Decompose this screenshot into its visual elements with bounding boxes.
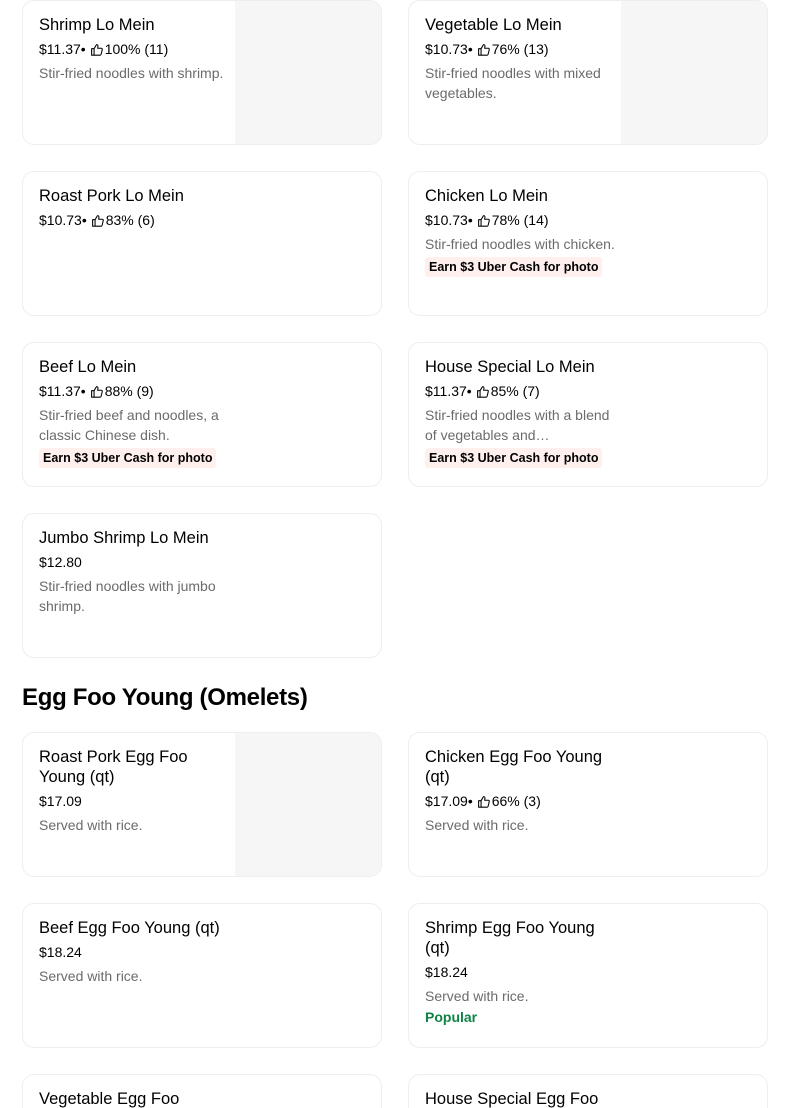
- item-meta: [425, 211, 615, 229]
- item-meta: [425, 792, 615, 810]
- item-description: Served with rice.: [425, 817, 529, 833]
- item-price: $18.24: [39, 944, 82, 960]
- menu-item-jumbo-shrimp-lo-mein[interactable]: [22, 513, 382, 658]
- uber-cash-badge: Earn $3 Uber Cash for photo: [39, 448, 216, 468]
- item-meta: [425, 963, 615, 981]
- item-price: $17.09: [39, 793, 82, 809]
- uber-cash-badge: Earn $3 Uber Cash for photo: [425, 448, 602, 468]
- item-name: Roast Pork Lo Mein: [39, 187, 184, 205]
- item-name: Shrimp Lo Mein: [39, 16, 155, 34]
- menu-item-chicken-egg-foo-young[interactable]: [408, 732, 768, 877]
- item-meta: [39, 382, 229, 400]
- item-name: Vegetable Lo Mein: [425, 16, 562, 34]
- menu-item-house-special-lo-mein[interactable]: [408, 342, 768, 487]
- thumbs-up-icon: [91, 214, 104, 227]
- item-photo: [235, 1, 381, 144]
- item-meta: [39, 211, 229, 229]
- item-description: Stir-fried noodles with shrimp.: [39, 65, 224, 81]
- item-name: House Special Egg Foo: [425, 1090, 599, 1108]
- item-photo: [621, 1, 767, 144]
- item-price: $11.37: [39, 383, 81, 399]
- item-name: Vegetable Egg Foo: [39, 1090, 180, 1108]
- menu-item-roast-pork-egg-foo-young[interactable]: [22, 732, 382, 877]
- item-meta: [39, 792, 229, 810]
- item-description: Stir-fried noodles with mixed vegetables.: [425, 65, 601, 101]
- item-name: Beef Egg Foo Young (qt): [39, 919, 220, 937]
- item-price: $11.37: [39, 41, 81, 57]
- item-name: House Special Lo Mein: [425, 358, 595, 376]
- item-price: $10.73: [425, 41, 468, 57]
- item-description: Served with rice.: [39, 968, 143, 984]
- item-description: Served with rice.: [425, 988, 529, 1004]
- item-separator: •: [80, 383, 86, 399]
- item-separator: •: [466, 383, 472, 399]
- item-name: Chicken Egg Foo Young (qt): [425, 748, 603, 786]
- menu-item-chicken-lo-mein[interactable]: [408, 171, 768, 316]
- item-rating: 88% (9): [104, 383, 154, 399]
- item-rating: 78% (14): [491, 212, 549, 228]
- item-separator: •: [467, 212, 473, 228]
- item-meta: [39, 40, 229, 58]
- section-title-egg-foo-young: Egg Foo Young (Omelets): [22, 684, 308, 711]
- item-price: $10.73: [39, 212, 82, 228]
- menu-item-vegetable-lo-mein[interactable]: [408, 0, 768, 145]
- menu-item-roast-pork-lo-mein[interactable]: [22, 171, 382, 316]
- menu-item-beef-egg-foo-young[interactable]: [22, 903, 382, 1048]
- item-separator: •: [467, 41, 473, 57]
- item-meta: [425, 382, 615, 400]
- item-rating: 83% (6): [105, 212, 155, 228]
- thumbs-up-icon: [90, 385, 103, 398]
- thumbs-up-icon: [90, 43, 103, 56]
- item-name: Shrimp Egg Foo Young (qt): [425, 919, 595, 957]
- thumbs-up-icon: [477, 43, 490, 56]
- item-name: Roast Pork Egg Foo Young (qt): [39, 748, 188, 786]
- item-rating: 66% (3): [491, 793, 541, 809]
- uber-cash-badge: Earn $3 Uber Cash for photo: [425, 257, 602, 277]
- item-separator: •: [80, 41, 86, 57]
- item-name: Jumbo Shrimp Lo Mein: [39, 529, 209, 547]
- item-price: $17.09: [425, 793, 468, 809]
- item-description: Served with rice.: [39, 817, 143, 833]
- menu-item-shrimp-egg-foo-young[interactable]: [408, 903, 768, 1048]
- menu-item-shrimp-lo-mein[interactable]: [22, 0, 382, 145]
- item-description: Stir-fried noodles with a blend of vegetables and…: [425, 407, 610, 443]
- thumbs-up-icon: [476, 385, 489, 398]
- thumbs-up-icon: [477, 214, 490, 227]
- item-separator: •: [467, 793, 473, 809]
- item-rating: 76% (13): [491, 41, 549, 57]
- item-description: Stir-fried noodles with jumbo shrimp.: [39, 578, 216, 614]
- thumbs-up-icon: [477, 795, 490, 808]
- item-price: $18.24: [425, 964, 468, 980]
- popular-tag: Popular: [425, 1009, 478, 1025]
- item-rating: 85% (7): [490, 383, 540, 399]
- item-separator: •: [81, 212, 87, 228]
- item-name: Beef Lo Mein: [39, 358, 137, 376]
- item-price: $10.73: [425, 212, 468, 228]
- item-meta: [425, 40, 615, 58]
- item-name: Chicken Lo Mein: [425, 187, 548, 205]
- menu-item-house-special-egg-foo[interactable]: [408, 1074, 768, 1108]
- item-rating: 100% (11): [104, 41, 169, 57]
- menu-item-vegetable-egg-foo[interactable]: [22, 1074, 382, 1108]
- item-meta: [39, 943, 229, 961]
- item-photo: [235, 733, 381, 876]
- item-price: $11.37: [425, 383, 467, 399]
- item-description: Stir-fried noodles with chicken.: [425, 236, 615, 252]
- item-price: $12.80: [39, 554, 82, 570]
- item-meta: [39, 553, 229, 571]
- menu-item-beef-lo-mein[interactable]: [22, 342, 382, 487]
- item-description: Stir-fried beef and noodles, a classic Chinese dish.: [39, 407, 219, 443]
